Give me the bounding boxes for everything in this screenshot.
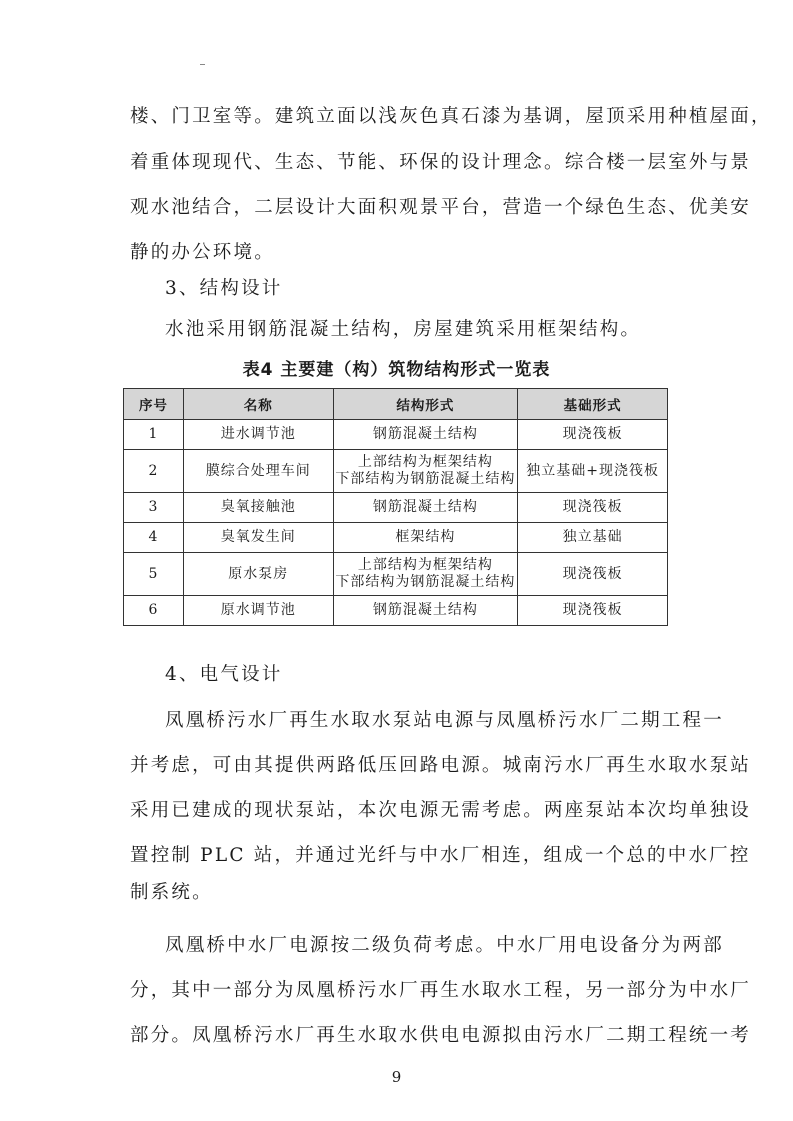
- cell-name: [183, 493, 333, 523]
- section-heading-electrical: 4、电气设计: [165, 664, 283, 685]
- header-structure: 结构形式: [333, 389, 518, 420]
- cell-index: [124, 523, 184, 553]
- table-row: [124, 553, 668, 596]
- paragraph-line: 制系统。: [130, 882, 213, 903]
- cell-text-line: 上部结构为框架结构: [357, 454, 493, 470]
- cell-structure: [333, 420, 518, 450]
- cell-index: [124, 450, 184, 493]
- cell-text-line: 钢筋混凝土结构: [372, 499, 478, 515]
- cell-text-line: 现浇筏板: [562, 426, 623, 442]
- page-number: 9: [391, 1068, 402, 1086]
- paragraph-line: 分，其中一部分为凤凰桥污水厂再生水取水工程，另一部分为中水厂: [130, 980, 752, 1001]
- cell-text-line: 3: [148, 499, 159, 515]
- cell-text-line: 下部结构为钢筋混凝土结构: [335, 574, 516, 590]
- table-row: [124, 493, 668, 523]
- cell-name: [183, 523, 333, 553]
- paragraph-line: 观水池结合，二层设计大面积观景平台，营造一个绿色生态、优美安: [130, 197, 752, 218]
- cell-text-line: 臭氧接触池: [220, 499, 296, 515]
- cell-text-line: 钢筋混凝土结构: [372, 426, 478, 442]
- cell-text-line: 6: [148, 602, 159, 618]
- cell-structure: [333, 450, 518, 493]
- cell-text-line: 下部结构为钢筋混凝土结构: [335, 471, 516, 487]
- cell-text-line: 4: [148, 529, 159, 545]
- cell-name: [183, 450, 333, 493]
- paragraph-line: 凤凰桥中水厂电源按二级负荷考虑。中水厂用电设备分为两部: [165, 935, 724, 956]
- cell-index: [124, 420, 184, 450]
- cell-text-line: 独立基础+现浇筏板: [526, 462, 659, 479]
- paragraph-line: 并考虑，可由其提供两路低压回路电源。城南污水厂再生水取水泵站: [130, 755, 752, 776]
- paragraph-line: 楼、门卫室等。建筑立面以浅灰色真石漆为基调，屋顶采用种植屋面，: [130, 106, 772, 127]
- paragraph-line: 着重体现现代、生态、节能、环保的设计理念。综合楼一层室外与景: [130, 152, 752, 173]
- cell-index: [124, 553, 184, 596]
- cell-foundation: [518, 523, 668, 553]
- cell-text-line: 5: [148, 565, 159, 582]
- cell-index: [124, 493, 184, 523]
- cell-index: [124, 596, 184, 626]
- cell-text-line: 独立基础: [562, 529, 623, 545]
- header-index: 序号: [124, 389, 184, 420]
- table-row: [124, 596, 668, 626]
- table-header-row: [124, 389, 668, 420]
- cell-text-line: 现浇筏板: [562, 602, 623, 618]
- cell-text-line: 现浇筏板: [562, 499, 623, 515]
- cell-name: [183, 420, 333, 450]
- scan-speck: [200, 64, 205, 65]
- cell-foundation: [518, 420, 668, 450]
- cell-structure: [333, 553, 518, 596]
- cell-foundation: [518, 493, 668, 523]
- cell-foundation: [518, 596, 668, 626]
- cell-text-line: 臭氧发生间: [220, 529, 296, 545]
- cell-text-line: 进水调节池: [220, 426, 296, 442]
- table-caption: 表4 主要建（构）筑物结构形式一览表: [242, 360, 551, 380]
- cell-text-line: 框架结构: [395, 529, 456, 545]
- cell-structure: [333, 523, 518, 553]
- cell-text-line: 膜综合处理车间: [205, 462, 311, 479]
- table-row: [124, 420, 668, 450]
- cell-text-line: 原水调节池: [220, 602, 296, 618]
- cell-name: [183, 596, 333, 626]
- table-row: [124, 450, 668, 493]
- table-row: [124, 523, 668, 553]
- paragraph-line: 部分。凤凰桥污水厂再生水取水供电电源拟由污水厂二期工程统一考: [130, 1025, 752, 1046]
- cell-name: [183, 553, 333, 596]
- cell-structure: [333, 493, 518, 523]
- cell-foundation: [518, 450, 668, 493]
- cell-text-line: 钢筋混凝土结构: [372, 602, 478, 618]
- cell-text-line: 上部结构为框架结构: [357, 557, 493, 573]
- paragraph-line: 采用已建成的现状泵站，本次电源无需考虑。两座泵站本次均单独设: [130, 800, 752, 821]
- header-name: 名称: [183, 389, 333, 420]
- paragraph-line: 凤凰桥污水厂再生水取水泵站电源与凤凰桥污水厂二期工程一: [165, 710, 724, 731]
- cell-foundation: [518, 553, 668, 596]
- cell-text-line: 1: [148, 426, 159, 442]
- paragraph-line: 水池采用钢筋混凝土结构，房屋建筑采用框架结构。: [165, 319, 642, 340]
- paragraph-line: 置控制 PLC 站，并通过光纤与中水厂相连，组成一个总的中水厂控: [130, 845, 751, 866]
- cell-text-line: 原水泵房: [228, 565, 289, 582]
- cell-structure: [333, 596, 518, 626]
- structure-table: [123, 388, 668, 626]
- cell-text-line: 2: [148, 462, 159, 479]
- section-heading-structure: 3、结构设计: [165, 278, 283, 299]
- paragraph-line: 静的办公环境。: [130, 242, 275, 263]
- cell-text-line: 现浇筏板: [562, 565, 623, 582]
- header-foundation: 基础形式: [518, 389, 668, 420]
